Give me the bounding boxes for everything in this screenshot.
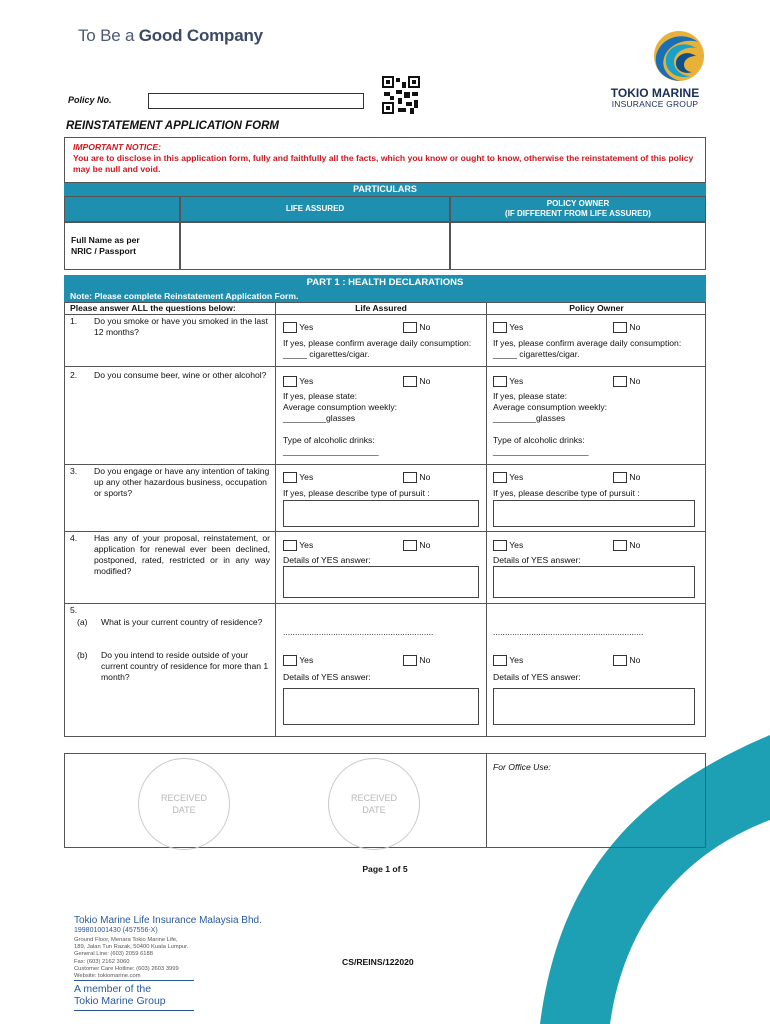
checkbox[interactable] (403, 322, 417, 333)
q5b-la-answer-box[interactable] (283, 688, 479, 725)
q3-text: Do you engage or have any intention of taking up any other hazardous business, occupation or sports? (94, 466, 270, 498)
policy-owner-name-field[interactable] (450, 222, 706, 270)
received-date-stamp-1: RECEIVED DATE (138, 758, 230, 850)
checkbox[interactable] (283, 472, 297, 483)
form-title: REINSTATEMENT APPLICATION FORM (66, 120, 279, 132)
policy-no-label: Policy No. (68, 95, 112, 105)
row-rule-3 (64, 531, 706, 532)
q3-la-answer-box[interactable] (283, 500, 479, 527)
q5b-la-detail: Details of YES answer: (283, 672, 371, 682)
page-number: Page 1 of 5 (362, 864, 408, 874)
footer-address: Ground Floor, Menara Tokio Marine Life, 189, Jalan Tun Razak, 50400 Kuala Lumpur. General Line: (603) 2059 6188 Fax: (603) 2162 3060 Customer Care Hotline: (603) 2603 3999 Website: tokiomarine.com (74, 937, 189, 980)
notice-title: IMPORTANT NOTICE: (73, 142, 162, 152)
checkbox[interactable] (613, 540, 627, 551)
checkbox[interactable] (493, 540, 507, 551)
row-rule-1 (64, 366, 706, 367)
part1-heading: PART 1 : HEALTH DECLARATIONS (64, 275, 706, 290)
row-rule-4 (64, 603, 706, 604)
q5a-label: (a) (77, 617, 88, 627)
full-name-label: Full Name as per NRIC / Passport (64, 222, 180, 270)
part1-note: Note: Please complete Reinstatement Application Form. (64, 290, 706, 302)
q3-la-detail: If yes, please describe type of pursuit : (283, 488, 430, 498)
q5-number: 5. (70, 605, 78, 615)
q4-la-detail: Details of YES answer: (283, 555, 371, 565)
particulars-heading: PARTICULARS (64, 183, 706, 196)
q1-text: Do you smoke or have you smoked in the last 12 months? (94, 316, 268, 337)
checkbox[interactable] (613, 655, 627, 666)
q2-la-detail: If yes, please state: Average consumption weekly: _________glasses Type of alcoholic drinks: ____________________ (283, 391, 398, 456)
q1-po-no[interactable]: No (613, 322, 640, 333)
q5b-po-detail: Details of YES answer: (493, 672, 581, 682)
important-notice (64, 137, 706, 183)
checkbox[interactable] (493, 655, 507, 666)
q2-po-detail: If yes, please state: Average consumption weekly: _________glasses Type of alcoholic drinks: ____________________ (493, 391, 608, 456)
checkbox[interactable] (403, 540, 417, 551)
checkbox[interactable] (613, 376, 627, 387)
checkbox[interactable] (613, 472, 627, 483)
checkbox[interactable] (493, 322, 507, 333)
q5b-po-yes[interactable]: Yes (493, 655, 523, 666)
q5a-po-line[interactable]: ............................................................... (493, 627, 644, 637)
q5b-label: (b) (77, 650, 88, 660)
q5b-po-no[interactable]: No (613, 655, 640, 666)
q1-po-detail: If yes, please confirm average daily consumption: _____ cigarettes/cigar. (493, 338, 682, 359)
q4-po-yes[interactable]: Yes (493, 540, 523, 551)
q4-po-answer-box[interactable] (493, 566, 695, 598)
tagline: To Be a Good Company (78, 26, 263, 45)
q4-la-no[interactable]: No (403, 540, 430, 551)
checkbox[interactable] (283, 540, 297, 551)
q2-po-yes[interactable]: Yes (493, 376, 523, 387)
q1-la-no[interactable]: No (403, 322, 430, 333)
checkbox[interactable] (283, 655, 297, 666)
col-policy-owner: POLICY OWNER (IF DIFFERENT FROM LIFE ASSURED) (450, 196, 706, 222)
particulars-blank-head (64, 196, 180, 222)
checkbox[interactable] (403, 655, 417, 666)
q4-text: Has any of your proposal, reinstatement, or application for renewal ever been declined, postponed, rated, restricted or in any way modified? (94, 533, 270, 576)
footer-member: A member of the Tokio Marine Group (74, 983, 166, 1007)
q5a-la-line[interactable]: ............................................................... (283, 627, 434, 637)
policy-no-field[interactable] (148, 93, 364, 109)
checkbox[interactable] (283, 322, 297, 333)
q3-la-yes[interactable]: Yes (283, 472, 313, 483)
checkbox[interactable] (403, 472, 417, 483)
office-use-label: For Office Use: (493, 762, 551, 772)
q3-po-no[interactable]: No (613, 472, 640, 483)
notice-body: You are to disclose in this application form, fully and faithfully all the facts, which you know or ought to know, otherwise the reinstatement of this policy may be null and void. (73, 153, 694, 174)
q2-text: Do you consume beer, wine or other alcohol? (94, 370, 267, 380)
q1-la-detail: If yes, please confirm average daily consumption: _____ cigarettes/cigar. (283, 338, 472, 359)
q5b-la-yes[interactable]: Yes (283, 655, 313, 666)
q2-la-no[interactable]: No (403, 376, 430, 387)
q3-po-detail: If yes, please describe type of pursuit : (493, 488, 640, 498)
q2-la-yes[interactable]: Yes (283, 376, 313, 387)
q4-po-no[interactable]: No (613, 540, 640, 551)
q3-la-no[interactable]: No (403, 472, 430, 483)
checkbox[interactable] (493, 376, 507, 387)
q1-la-yes[interactable]: Yes (283, 322, 313, 333)
office-divider (486, 753, 487, 848)
col-head-policy-owner: Policy Owner (569, 303, 624, 313)
q5b-text: Do you intend to reside outside of your current country of residence for more than 1 month? (101, 650, 269, 682)
logo-subtitle: INSURANCE GROUP (611, 99, 699, 109)
answer-all-label: Please answer ALL the questions below: (70, 303, 236, 313)
q4-la-yes[interactable]: Yes (283, 540, 313, 551)
q1-po-yes[interactable]: Yes (493, 322, 523, 333)
q4-number: 4. (70, 533, 78, 543)
q3-number: 3. (70, 466, 78, 476)
life-assured-name-field[interactable] (180, 222, 450, 270)
footer-company: Tokio Marine Life Insurance Malaysia Bhd. (74, 915, 262, 926)
checkbox[interactable] (283, 376, 297, 387)
received-date-stamp-2: RECEIVED DATE (328, 758, 420, 850)
checkbox[interactable] (403, 376, 417, 387)
q4-po-detail: Details of YES answer: (493, 555, 581, 565)
q5b-la-no[interactable]: No (403, 655, 430, 666)
checkbox[interactable] (493, 472, 507, 483)
q2-po-no[interactable]: No (613, 376, 640, 387)
checkbox[interactable] (613, 322, 627, 333)
col-head-life-assured: Life Assured (355, 303, 407, 313)
table-divider-2 (486, 302, 487, 737)
footer-rule (74, 980, 194, 981)
q4-la-answer-box[interactable] (283, 566, 479, 598)
q5a-text: What is your current country of residence? (101, 617, 263, 627)
logo-name: TOKIO MARINE (610, 86, 700, 100)
form-code: CS/REINS/122020 (342, 957, 414, 967)
footer-rule-2 (74, 1010, 194, 1011)
footer-reg: 199801001430 (457556-X) (74, 927, 158, 934)
col-life-assured: LIFE ASSURED (180, 196, 450, 222)
tokio-marine-logo-icon (622, 28, 732, 86)
table-divider-1 (275, 302, 276, 737)
row-rule-2 (64, 464, 706, 465)
q5b-po-answer-box[interactable] (493, 688, 695, 725)
q3-po-yes[interactable]: Yes (493, 472, 523, 483)
q1-number: 1. (70, 316, 78, 326)
q2-number: 2. (70, 370, 78, 380)
q3-po-answer-box[interactable] (493, 500, 695, 527)
header-rule (64, 314, 706, 315)
qr-code-icon (382, 76, 420, 114)
